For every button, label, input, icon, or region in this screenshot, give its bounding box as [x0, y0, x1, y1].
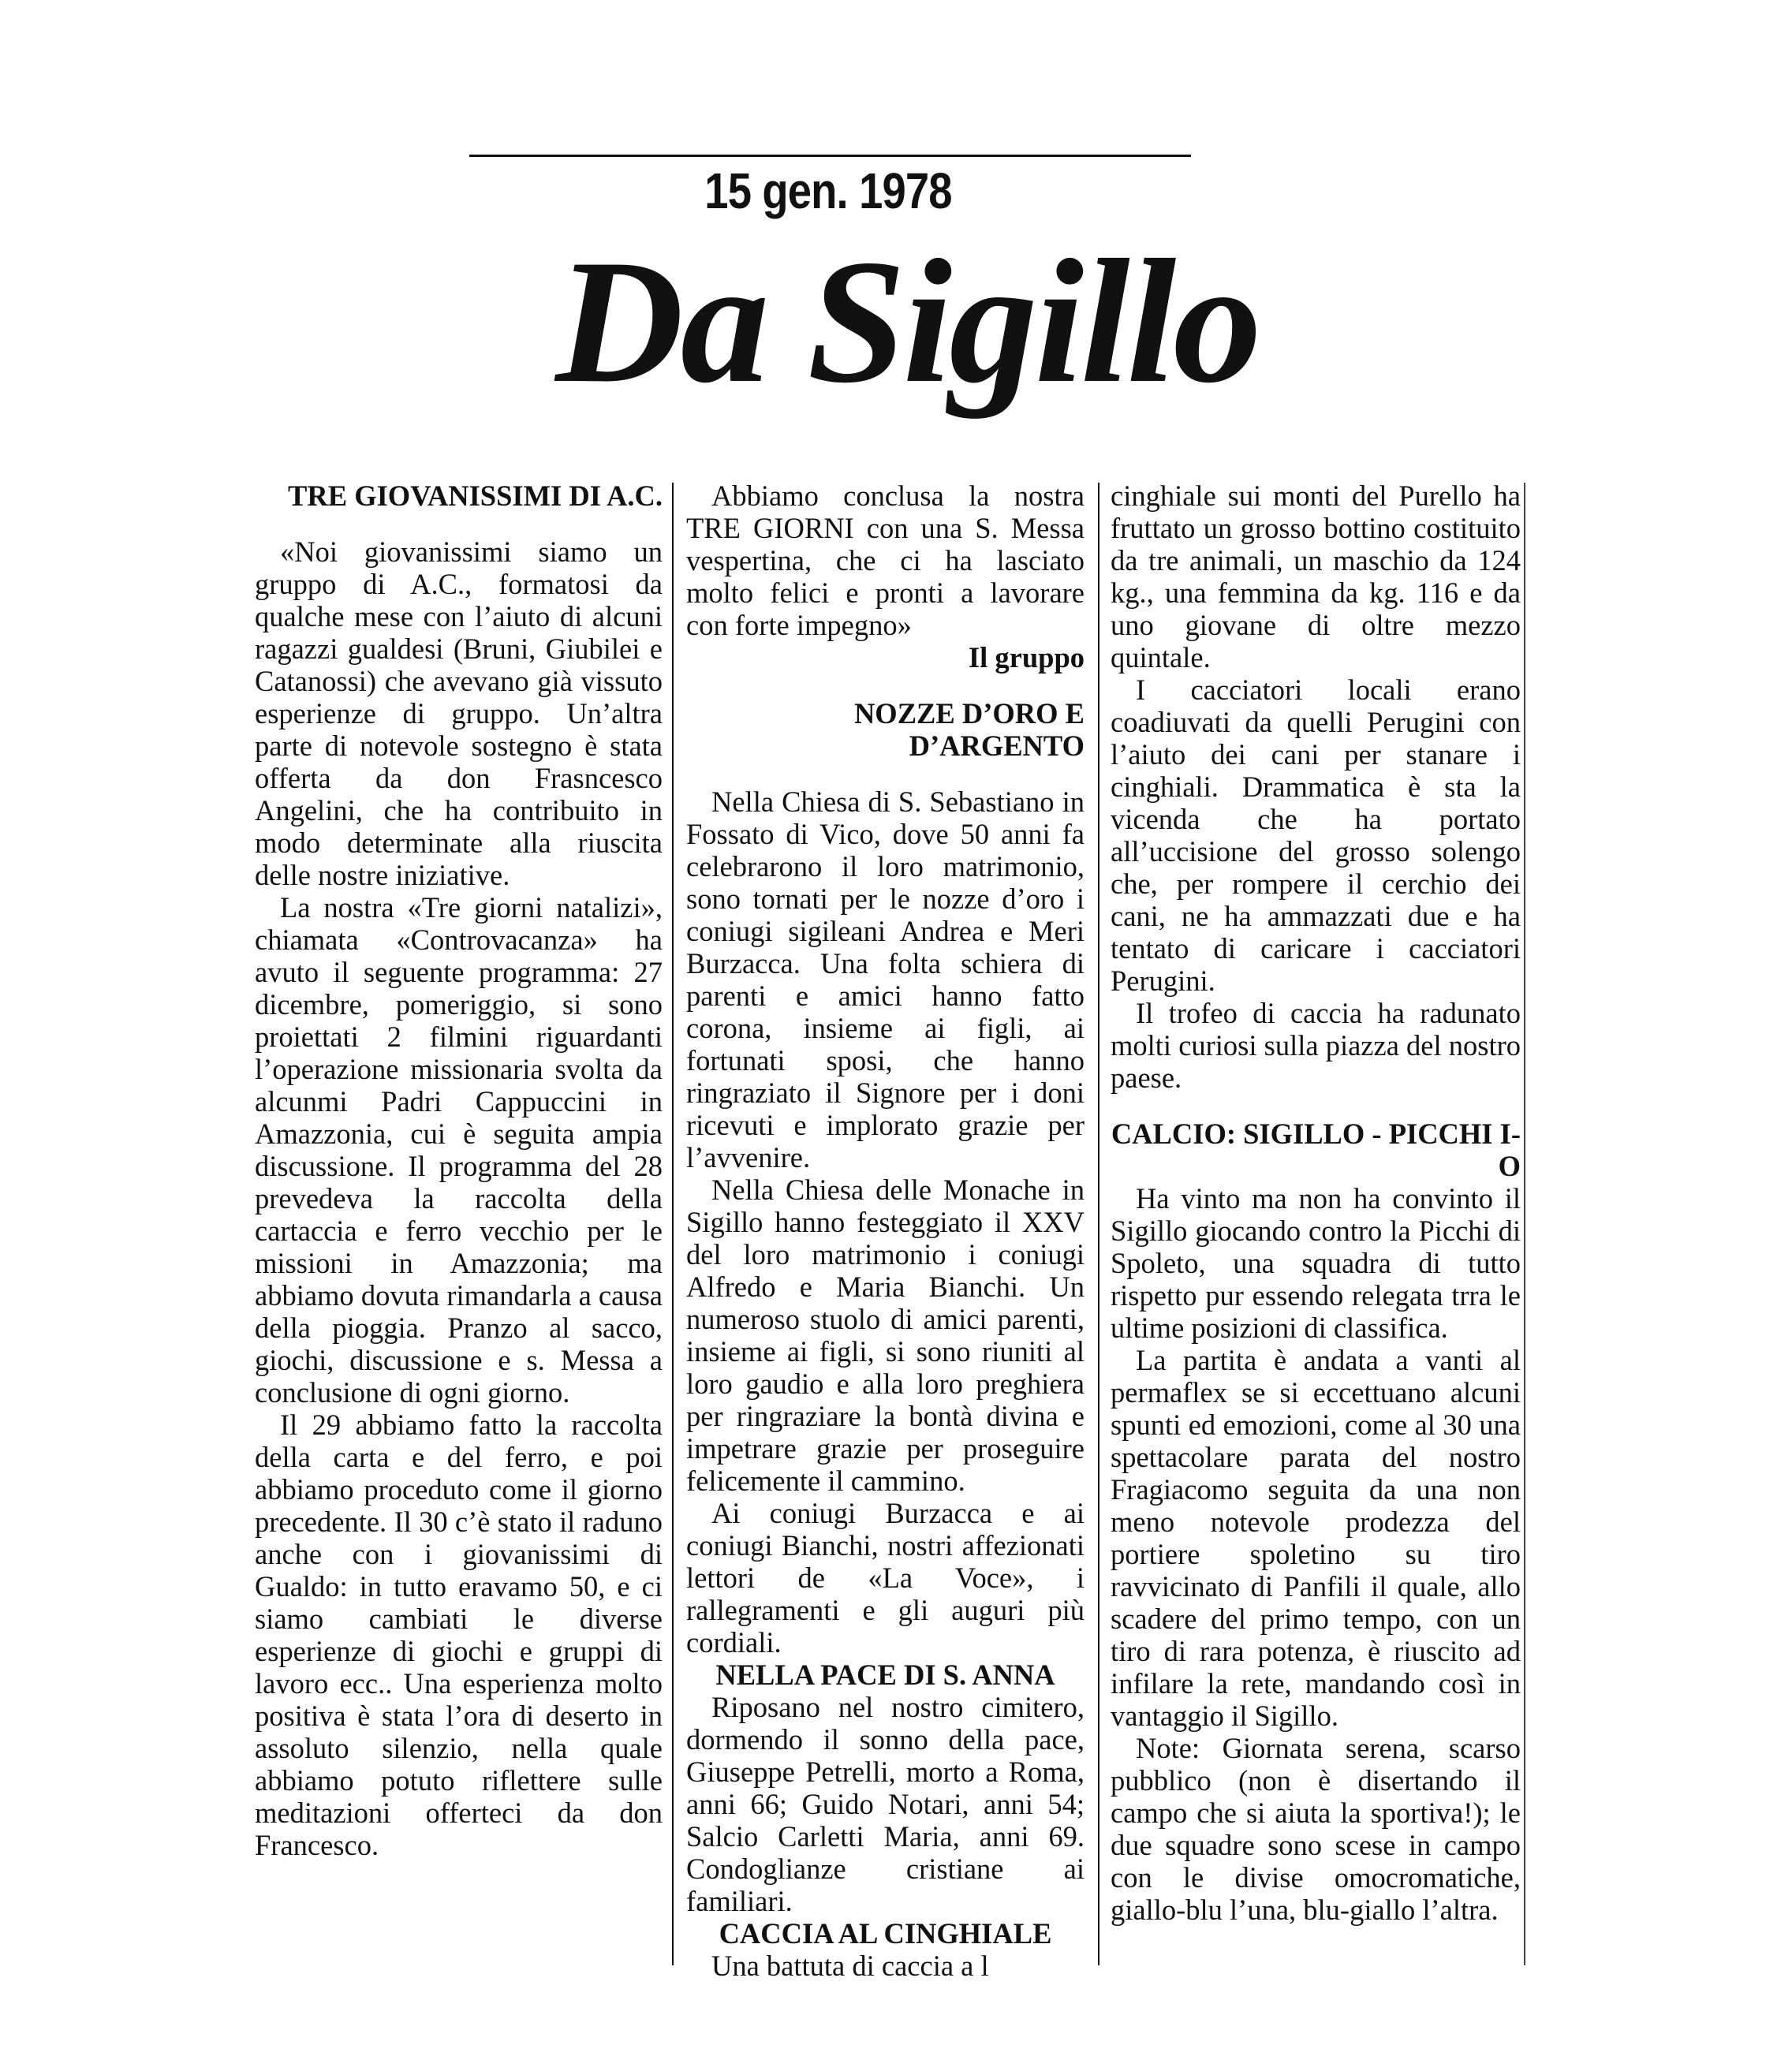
- paragraph: Il trofeo di caccia ha radunato molti curiosi sulla piazza del nostro paese.: [1111, 997, 1521, 1094]
- paragraph: Abbiamo conclusa la nostra TRE GIORNI con una S. Messa vespertina, che ci ha lasciato molto felici e pronti a lavorare con forte impegno»: [686, 480, 1085, 641]
- section-title-pace: NELLA PACE DI S. ANNA: [715, 1659, 1055, 1691]
- article-column-2: [686, 480, 1085, 1982]
- paragraph: Riposano nel nostro cimitero, dormendo il sonno della pace, Giuseppe Petrelli, morto a Roma, anni 66; Guido Notari, anni 54; Salcio Carletti Maria, anni 69. Condoglianze cristiane ai familiari.: [686, 1691, 1085, 1917]
- paragraph: Nella Chiesa di S. Sebastiano in Fossato di Vico, dove 50 anni fa celebrarono il loro matrimonio, sono tornati per le nozze d’oro i coniugi sigileani Andrea e Meri Burzacca. Una folta schiera di parenti e amici hanno fatto corona, insieme ai figli, ai fortunati sposi, che hanno ringraziato il Signore per i doni ricevuti e implorato grazie per l’avvenire.: [686, 785, 1085, 1174]
- paragraph: Ai coniugi Burzacca e ai coniugi Bianchi, nostri affezionati lettori de «La Voce», i rallegramenti e gli auguri più cordiali.: [686, 1497, 1085, 1659]
- top-rule: [469, 155, 1191, 157]
- paragraph: I cacciatori locali erano coadiuvati da quelli Perugini con l’aiuto dei cani per stanare i cinghiali. Drammatica è sta la vicenda che ha portato all’uccisione del grosso solengo che, per rompere il cerchio dei cani, ne ha ammazzati due e ha tentato di caricare i cacciatori Perugini.: [1111, 674, 1521, 997]
- paragraph: Note: Giornata serena, scarso pubblico (non è disertando il campo che si aiuta la sportiva!); le due squadre sono scese in campo con le divise omocromatiche, giallo-blu l’una, blu-giallo l’altra.: [1111, 1732, 1521, 1926]
- paragraph: La partita è andata a vanti al permaflex se si eccettuano alcuni spunti ed emozioni, come al 30 una spettacolare parata del nostro Fragiacomo seguita da una non meno notevole prodezza del portiere spoletino su tiro ravvicinato di Panfili il quale, allo scadere del primo tempo, con un tiro di rara potenza, è riuscito ad infilare la rete, mandando così in vantaggio il Sigillo.: [1111, 1344, 1521, 1732]
- section-title-caccia: CACCIA AL CINGHIALE: [719, 1917, 1052, 1950]
- column-divider-1: [672, 483, 674, 1965]
- paragraph: cinghiale sui monti del Purello ha fruttato un grosso bottino costituito da tre animali, un maschio da 124 kg., una femmina da kg. 116 e da uno giovane di oltre mezzo quintale.: [1111, 480, 1521, 674]
- paragraph: Il 29 abbiamo fatto la raccolta della carta e del ferro, e poi abbiamo proceduto come il giorno precedente. Il 30 c’è stato il raduno anche con i giovanissimi di Gualdo: in tutto eravamo 50, e ci siamo cambiati le diverse esperienze di giochi e gruppi di lavoro ecc.. Una esperienza molto positiva è stata l’ora di deserto in assoluto silenzio, nella quale abbiamo potuto riflettere sulle meditazioni offerteci da don Francesco.: [255, 1409, 663, 1861]
- paragraph: Ha vinto ma non ha convinto il Sigillo giocando contro la Picchi di Spoleto, una squadra di tutto rispetto pur essendo relegata trra le ultime posizioni di classifica.: [1111, 1182, 1521, 1344]
- paragraph: La nostra «Tre giorni natalizi», chiamata «Controvacanza» ha avuto il seguente programma: 27 dicembre, pomeriggio, si sono proiettati 2 filmini riguardanti l’operazione missionaria svolta da alcunmi Padri Cappuccini in Amazzonia, cui è seguita ampia discussione. Il programma del 28 prevedeva la raccolta della cartaccia e ferro vecchio per le missioni in Amazzonia; ma abbiamo dovuta rimandarla a causa della pioggia. Pranzo al sacco, giochi, discussione e s. Messa a conclusione di ogni giorno.: [255, 891, 663, 1409]
- article-column-1: [255, 480, 663, 1861]
- section-title-giovanissimi: TRE GIOVANISSIMI DI A.C.: [288, 480, 663, 512]
- section-title-calcio: CALCIO: SIGILLO - PICCHI I-O: [1111, 1118, 1521, 1182]
- signature: Il gruppo: [968, 641, 1085, 674]
- column-divider-2: [1098, 483, 1099, 1965]
- paragraph: Una battuta di caccia a l: [711, 1950, 989, 1982]
- column-divider-3: [1524, 483, 1525, 1965]
- issue-date: 15 gen. 1978: [704, 162, 952, 219]
- page-headline: Da Sigillo: [555, 222, 1259, 420]
- article-column-3: [1111, 480, 1521, 1926]
- paragraph: «Noi giovanissimi siamo un gruppo di A.C., formatosi da qualche mese con l’aiuto di alcuni ragazzi gualdesi (Bruni, Giubilei e Catanossi) che avevano già vissuto esperienze di gruppo. Un’altra parte di notevole sostegno è stata offerta da don Frasncesco Angelini, che ha contribuito in modo determinate alla riuscita delle nostre iniziative.: [255, 535, 663, 891]
- paragraph: Nella Chiesa delle Monache in Sigillo hanno festeggiato il XXV del loro matrimonio i coniugi Alfredo e Maria Bianchi. Un numeroso stuolo di amici parenti, insieme ai figli, si sono riuniti al loro gaudio e alla loro preghiera per ringraziare la bontà divina e impetrare grazie per proseguire felicemente il cammino.: [686, 1174, 1085, 1497]
- section-title-nozze: NOZZE D’ORO E D’ARGENTO: [853, 697, 1085, 762]
